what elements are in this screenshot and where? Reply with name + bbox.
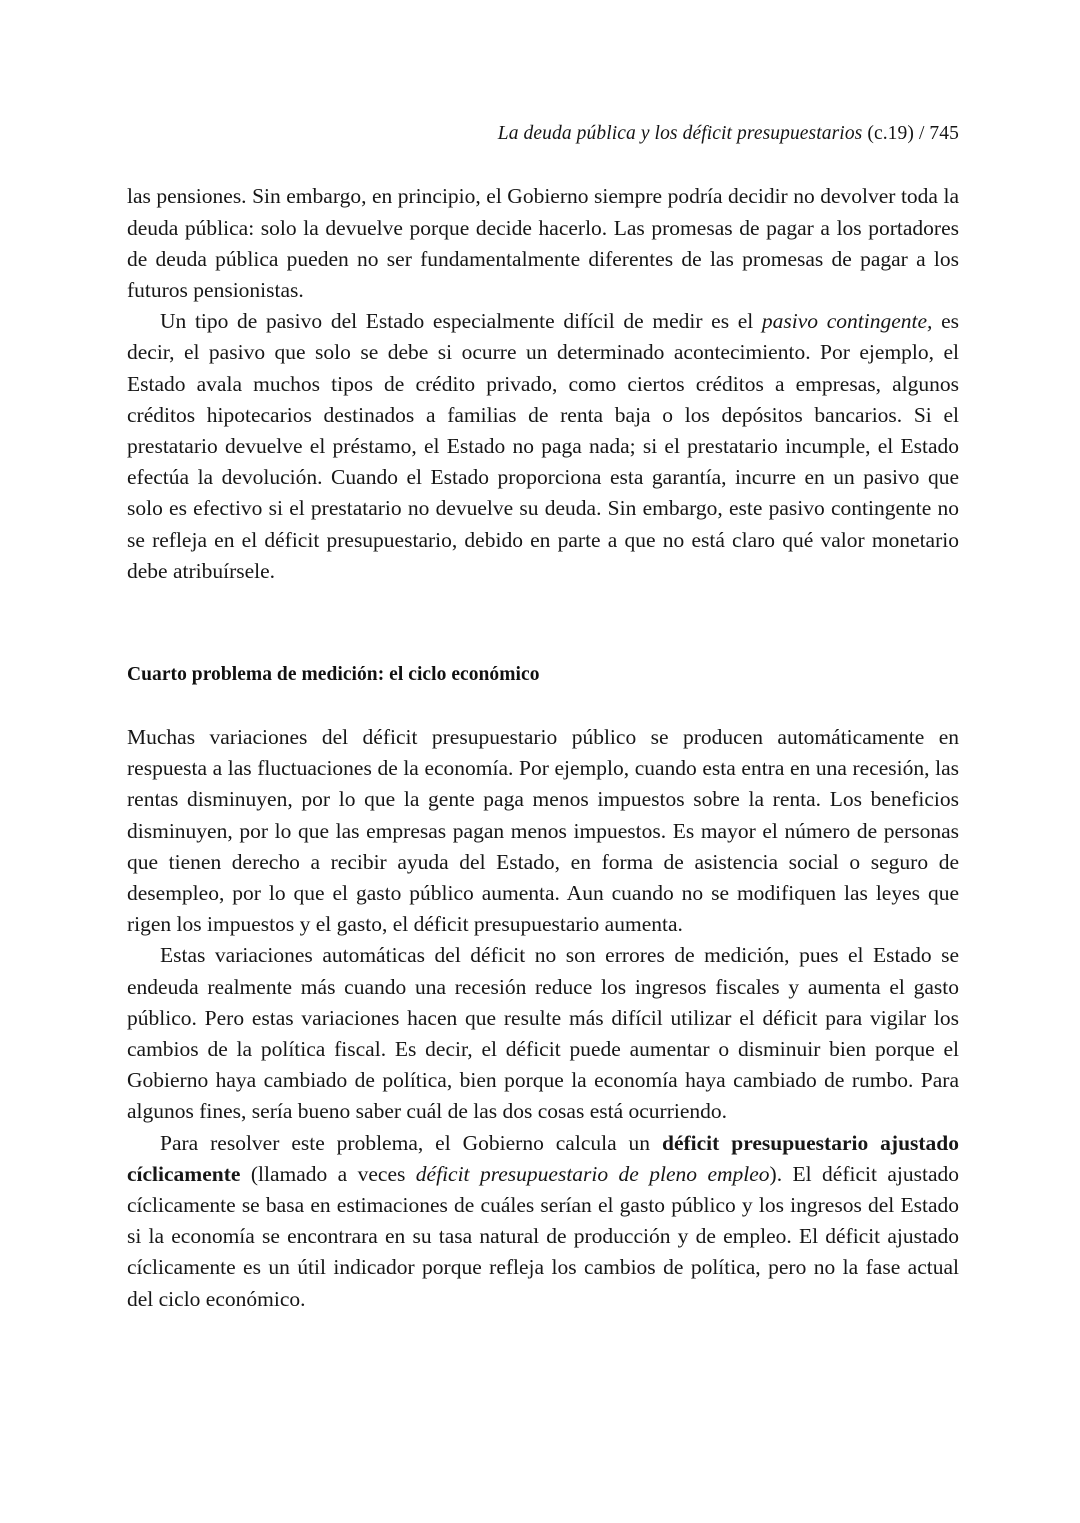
paragraph-automatic-variations: Muchas variaciones del déficit presupuestario público se producen automáticamente en respuesta a las fluctuaciones de la economía. Por ejemplo, cuando esta entra en una recesión, las rentas disminuyen, por lo que la gente paga menos impuestos sobre la renta. Los beneficios disminuyen, por lo que las empresas pagan menos impuestos. Es mayor el número de personas que tienen derecho a recibir ayuda del Estado, en forma de asistencia social o seguro de desempleo, por lo que el gasto público aumenta. Aun cuando no se modifiquen las leyes que rigen los impuestos y el gasto, el déficit presupuestario aumenta. bbox=[127, 725, 959, 937]
paragraph-middle-text: (llamado a veces bbox=[240, 1161, 416, 1186]
italic-term-pleno-empleo: déficit presupuestario de pleno empleo bbox=[415, 1161, 770, 1186]
paragraph-lead-text: Un tipo de pasivo del Estado especialmente difícil de medir es el bbox=[160, 309, 762, 334]
spacer-after-heading bbox=[127, 690, 959, 722]
paragraph-lead-text: Para resolver este problema, el Gobierno calcula un bbox=[160, 1130, 662, 1155]
page-content-column bbox=[127, 0, 959, 1315]
running-head-title: La deuda pública y los déficit presupuestarios bbox=[497, 123, 863, 144]
spacer-before-heading bbox=[127, 587, 959, 659]
running-head-reference: (c.19) / 745 bbox=[862, 123, 959, 144]
bold-term-deficit-ajustado: déficit presupuestario ajustado cíclicamente bbox=[127, 1130, 960, 1186]
paragraph-rest-text: ). El déficit ajustado cíclicamente se basa en estimaciones de cuáles serían el gasto público y los ingresos del Estado si la economía se encontrara en su tasa natural de producción y de empleo. El déficit ajustado cíclicamente es un útil indicador porque refleja los cambios de política, pero no la fase actual del ciclo económico. bbox=[127, 1161, 960, 1311]
paragraph-measurement-errors: Estas variaciones automáticas del déficit no son errores de medición, pues el Estado se endeuda realmente más cuando una recesión reduce los ingresos fiscales y aumenta el gasto público. Pero estas variaciones hacen que resulte más difícil utilizar el déficit para vigilar los cambios de la política fiscal. Es decir, el déficit puede aumentar o disminuir bien porque el Gobierno haya cambiado de política, bien porque la economía haya cambiado de rumbo. Para algunos fines, sería bueno saber cuál de las dos cosas está ocurriendo. bbox=[127, 943, 959, 1124]
paragraph-contingent-liability bbox=[127, 306, 959, 587]
page-body bbox=[127, 181, 959, 1315]
italic-term-pasivo-contingente: pasivo contingente, bbox=[761, 309, 933, 334]
section-heading: Cuarto problema de medición: el ciclo económico bbox=[127, 664, 540, 686]
paragraph-continuation: las pensiones. Sin embargo, en principio, el Gobierno siempre podría decidir no devolver toda la deuda pública: solo la devuelve porque decide hacerlo. Las promesas de pagar a los portadores de deuda pública pueden no ser fundamentalmente diferentes de las promesas de pagar a los futuros pensionistas. bbox=[127, 184, 959, 302]
paragraph-cyclically-adjusted bbox=[127, 1128, 959, 1315]
running-head bbox=[127, 0, 959, 145]
paragraph-rest-text: es decir, el pasivo que solo se debe si ocurre un determinado acontecimiento. Por ejemplo, el Estado avala muchos tipos de crédito privado, como ciertos créditos a empresas, algunos créditos hipotecarios destinados a familias de renta baja o los depósitos bancarios. Si el prestatario devuelve el préstamo, el Estado no paga nada; si el prestatario incumple, el Estado efectúa la devolución. Cuando el Estado proporciona esta garantía, incurre en un pasivo que solo es efectivo si el prestatario no devuelve su deuda. Sin embargo, este pasivo contingente no se refleja en el déficit presupuestario, debido en parte a que no está claro qué valor monetario debe atribuírsele. bbox=[127, 309, 959, 583]
